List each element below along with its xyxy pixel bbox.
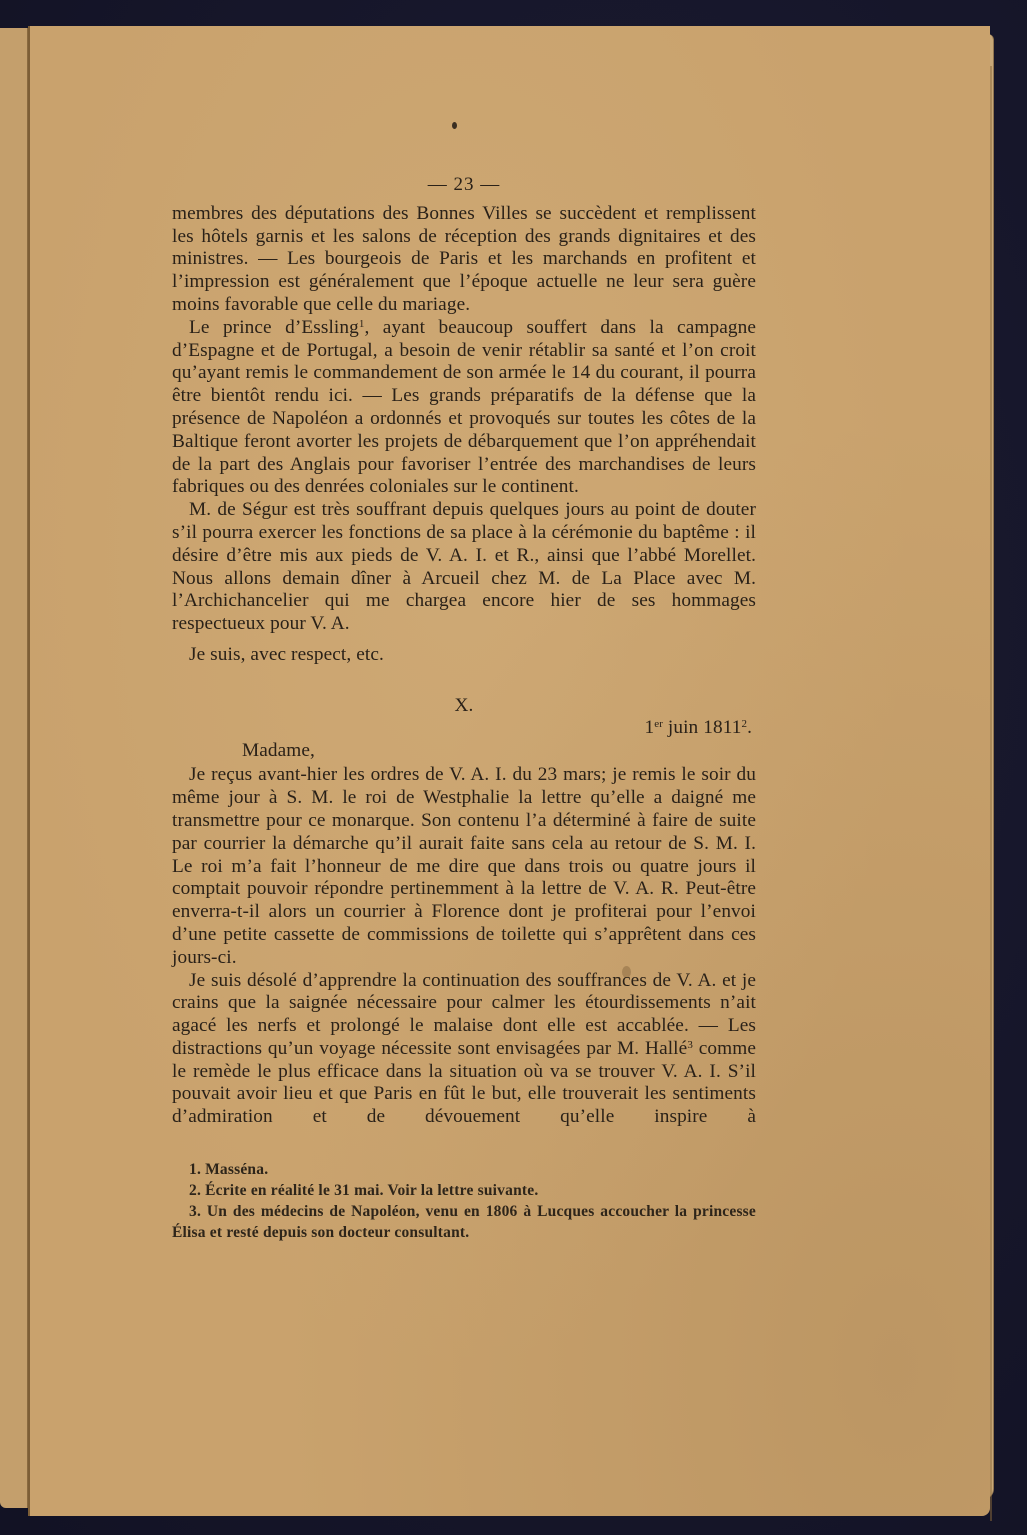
letter-number: X. (454, 694, 474, 716)
footnote-ref: 3 (687, 1038, 693, 1051)
adjacent-page-edge (0, 28, 29, 1508)
page-text (172, 174, 756, 1243)
date-day-suffix: er (654, 717, 663, 730)
ink-speck (452, 122, 457, 129)
paragraph-text: , ayant beaucoup souffert dans la campagne d’Espagne et de Portugal, a besoin de venir rétablir sa santé et l’on croit qu’ayant remis le commandement de son armée le 14 du courant, il pourra être bientôt rendu ici. — Les grands préparatifs de la défense que la présence de Napoléon a ordonnés et provoqués sur toutes les côtes de la Baltique feront avorter les projets de débarquement que l’on appréhendait de la part des Anglais pour favoriser l’entrée des marchandises de leurs fabriques ou des denrées coloniales sur le continent. (172, 316, 756, 498)
footnotes (172, 1159, 756, 1243)
paragraph (172, 970, 756, 1130)
paragraph: Je reçus avant-hier les ordres de V. A. I. du 23 mars; je remis le soir du même jour à S. M. le roi de Westphalie la lettre qu’elle a daigné me transmettre pour ce monarque. Son contenu l’a déterminé à faire de suite par courrier la démarche qu’il aurait faite sans cela au retour de S. M. I. Le roi m’a fait l’honneur de me dire que dans trois ou quatre jours il comptait pouvoir répondre pertinemment à la lettre de V. A. R. Peut-être enverra-t-il alors un courrier à Florence dont je profiterai pour l’envoi d’une petite cassette de commissions de toilette qui s’apprêtent dans ces jours-ci. (172, 764, 756, 968)
footnote-ref: 2 (741, 717, 748, 730)
paragraph-text: Le prince d’Essling (189, 316, 359, 338)
footnote: 1. Masséna. (189, 1161, 269, 1179)
closing-line: Je suis, avec respect, etc. (189, 643, 384, 665)
page-number: — 23 — (427, 174, 501, 195)
footnote: 2. Écrite en réalité le 31 mai. Voir la lettre suivante. (189, 1182, 539, 1200)
spacer (172, 636, 756, 644)
paragraph-text: comme le remède le plus efficace dans la situation où va se trouver V. A. I. S’il pouvait avoir lieu et que Paris en fût le but, elle trouverait les sentiments d’admiration et de dévouement qu’elle inspire à (172, 1037, 756, 1128)
paragraph: membres des députations des Bonnes Villes se succèdent et remplissent les hôtels garnis et les salons de réception des grands dignitaires et des ministres. — Les bourgeois de Paris et les marchands en profitent et l’impression est généralement que l’époque actuelle ne leur sera guère moins favorable que celle du mariage. (172, 202, 756, 315)
page-fold-line (990, 66, 992, 1521)
letter-date (172, 717, 756, 740)
date-day: 1 (644, 716, 655, 738)
paragraph-text: Je suis désolé d’apprendre la continuation des souffrances de V. A. et je crains que la saignée nécessaire pour calmer les étourdissements n’ait agacé les nerfs et prolongé le malaise dont elle est accablée. — Les distractions qu’un voyage nécessite sont envisagées par M. Hallé (172, 969, 756, 1059)
salutation: Madame, (242, 739, 315, 761)
footnote: 3. Un des médecins de Napoléon, venu en 1806 à Lucques accoucher la princesse Élisa et resté depuis son docteur consultant. (172, 1203, 756, 1242)
footnote-ref: 1 (358, 317, 365, 330)
paragraph (172, 317, 756, 499)
date-end: . (747, 716, 752, 738)
paragraph: M. de Ségur est très souffrant depuis quelques jours au point de douter s’il pourra exercer les fonctions de sa place à la cérémonie du baptême : il désire d’être mis aux pieds de V. A. I. et R., ainsi que l’abbé Morellet. Nous allons demain dîner à Arcueil chez M. de La Place avec M. l’Archichancelier qui me chargea encore hier de ses hommages respectueux pour V. A. (172, 499, 756, 635)
date-rest: juin 1811 (662, 716, 742, 738)
